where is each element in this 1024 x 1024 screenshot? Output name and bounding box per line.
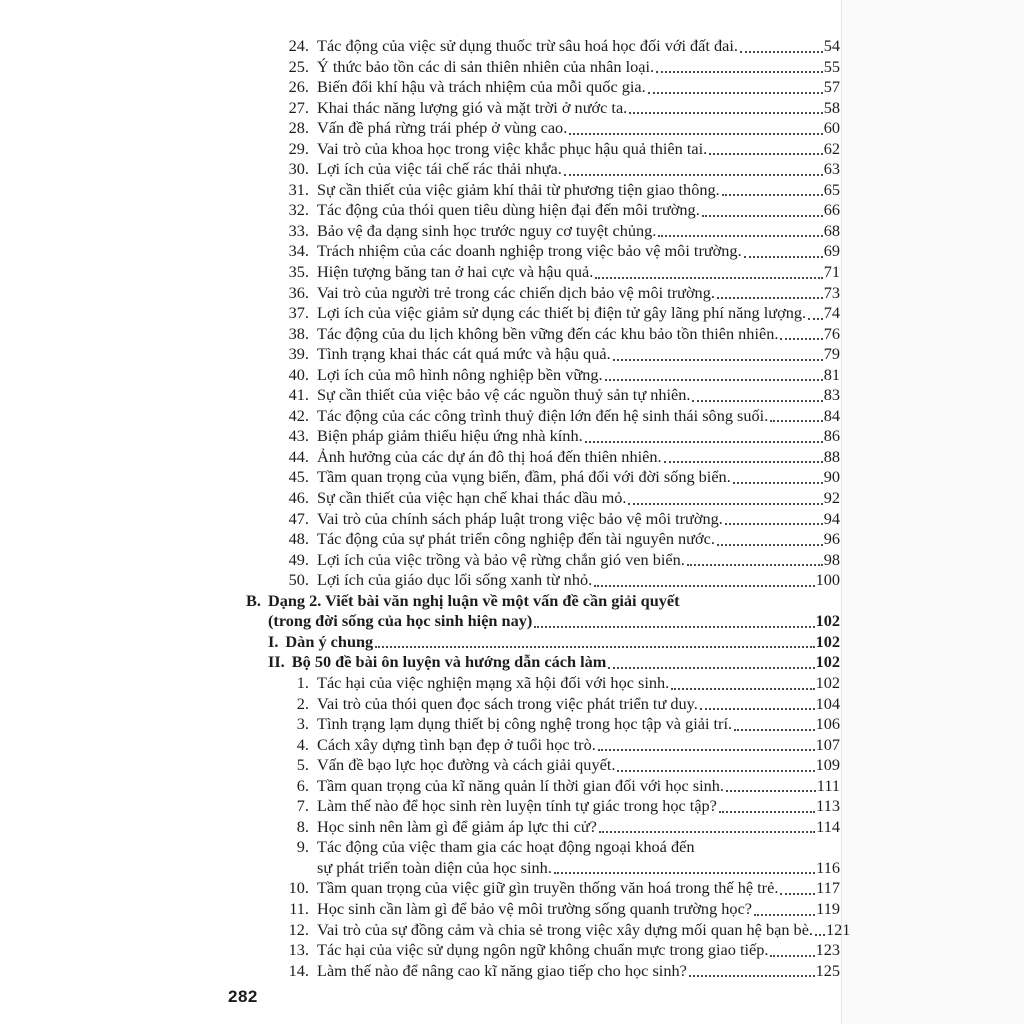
toc-entry-page: 119 [816, 898, 840, 918]
toc-entry [0, 98, 840, 119]
toc-entry-page: 106 [815, 714, 840, 734]
toc-entry-title: Tầm quan trọng của kĩ năng quản lí thời gian đối với học sinh. [317, 775, 724, 795]
dot-leader [719, 811, 815, 813]
toc-entry-page: 69 [823, 241, 840, 261]
toc-entry-number: 47. [288, 508, 309, 528]
dot-leader [722, 194, 823, 196]
toc-entry [0, 180, 840, 201]
toc-entry-title: Sự cần thiết của việc bảo vệ các nguồn thuỷ sản tự nhiên. [317, 385, 691, 405]
toc-entry-title: Ý thức bảo tồn các di sản thiên nhiên của nhân loại. [317, 56, 655, 76]
dot-leader [629, 112, 822, 114]
toc-entry-page: 90 [823, 467, 840, 487]
toc-entry [0, 139, 840, 160]
toc-entry-number: 4. [296, 734, 309, 754]
toc-entry-number: 25. [288, 56, 309, 76]
toc-entry-title: sự phát triển toàn diện của học sinh. [317, 857, 552, 877]
toc-entry-number: 39. [288, 344, 309, 364]
toc-entry-page: 76 [823, 323, 840, 343]
toc-entry [0, 858, 840, 879]
toc-entry [0, 467, 840, 488]
toc-entry-number: 45. [288, 467, 309, 487]
toc-entry-number: 7. [296, 796, 309, 816]
toc-entry-number: 32. [288, 200, 309, 220]
toc-entry-title: Lợi ích của việc giảm sử dụng các thiết bị điện tử gây lãng phí năng lượng. [317, 303, 807, 323]
toc-entry-number: 34. [288, 241, 309, 261]
toc-entry-page: 94 [823, 508, 840, 528]
toc-entry-title: Học sinh nên làm gì để giảm áp lực thi cử? [317, 816, 597, 836]
toc-entry-number: 37. [288, 303, 309, 323]
toc-entry-title: Tác hại của việc nghiện mạng xã hội đối với học sinh. [317, 672, 670, 692]
toc-entry-number: 38. [288, 323, 309, 343]
dot-leader [689, 975, 815, 977]
toc-entry-title: Ảnh hưởng của các dự án đô thị hoá đến thiên nhiên. [317, 446, 662, 466]
toc-entry-title: Làm thế nào để học sinh rèn luyện tính tự giác trong học tập? [317, 796, 717, 816]
toc-entry-title: Tác động của việc tham gia các hoạt động ngoại khoá đến [317, 837, 695, 857]
toc-entry-page: 96 [823, 529, 840, 549]
table-of-contents [0, 36, 851, 981]
dot-leader [734, 729, 815, 731]
toc-entry-title: Bảo vệ đa dạng sinh học trước nguy cơ tuyệt chủng. [317, 220, 657, 240]
toc-entry [0, 611, 840, 632]
dot-leader [815, 934, 825, 936]
toc-entry-title: Học sinh cần làm gì để bảo vệ môi trường sống quanh trường học? [317, 898, 753, 918]
toc-entry-page: 68 [823, 220, 840, 240]
toc-entry-page: 102 [815, 652, 840, 672]
toc-entry-page: 123 [815, 940, 840, 960]
dot-leader [564, 174, 823, 176]
toc-section-prefix: I. [268, 631, 279, 651]
toc-entry-title: Trách nhiệm của các doanh nghiệp trong việc bảo vệ môi trường. [317, 241, 742, 261]
toc-entry-number: 44. [288, 446, 309, 466]
toc-entry-page: 60 [823, 118, 840, 138]
toc-entry [0, 200, 840, 221]
toc-entry [0, 776, 840, 797]
dot-leader [702, 215, 823, 217]
toc-entry [0, 694, 840, 715]
toc-entry-number: 50. [288, 570, 309, 590]
page-number: 282 [228, 987, 258, 1006]
dot-leader [726, 790, 816, 792]
toc-entry-number: 1. [296, 672, 309, 692]
toc-entry-number: 13. [288, 940, 309, 960]
toc-entry-number: 12. [288, 919, 309, 939]
toc-entry [0, 570, 840, 591]
toc-entry-number: 36. [288, 282, 309, 302]
toc-entry-title: Tình trạng lạm dụng thiết bị công nghệ trong học tập và giải trí. [317, 714, 733, 734]
toc-entry-number: 24. [288, 36, 309, 55]
toc-entry [0, 365, 840, 386]
dot-leader [595, 277, 822, 279]
toc-entry-page: 102 [815, 672, 840, 692]
toc-entry-number: 33. [288, 220, 309, 240]
toc-entry [0, 652, 840, 673]
toc-entry-number: 29. [288, 138, 309, 158]
toc-entry-page: 102 [815, 611, 840, 631]
toc-entry-title: Làm thế nào để nâng cao kĩ năng giao tiếp cho học sinh? [317, 960, 687, 980]
toc-entry-page: 121 [826, 919, 851, 939]
dot-leader [608, 667, 814, 669]
toc-entry [0, 899, 840, 920]
toc-entry-number: 35. [288, 262, 309, 282]
dot-leader [594, 585, 814, 587]
toc-entry-number: 14. [288, 960, 309, 980]
toc-entry [0, 77, 840, 98]
dot-leader [599, 831, 815, 833]
toc-entry-title: Vai trò của thói quen đọc sách trong việc phát triển tư duy. [317, 693, 698, 713]
toc-entry-title: Tình trạng khai thác cát quá mức và hậu quả. [317, 344, 611, 364]
toc-entry [0, 159, 840, 180]
toc-entry-number: 46. [288, 488, 309, 508]
toc-entry-title: Vai trò của khoa học trong việc khắc phục hậu quả thiên tai. [317, 138, 708, 158]
toc-entry [0, 283, 840, 304]
dot-leader [569, 133, 822, 135]
dot-leader [770, 955, 814, 957]
toc-entry-page: 71 [823, 262, 840, 282]
toc-entry [0, 714, 840, 735]
toc-entry-title: Dàn ý chung [285, 631, 374, 651]
dot-leader [733, 482, 823, 484]
toc-entry-page: 74 [823, 303, 840, 323]
dot-leader [744, 256, 823, 258]
dot-leader [554, 872, 815, 874]
dot-leader [700, 708, 815, 710]
toc-entry-title: Lợi ích của mô hình nông nghiệp bền vững. [317, 364, 603, 384]
toc-entry-title: Biện pháp giảm thiểu hiệu ứng nhà kính. [317, 426, 583, 446]
toc-entry [0, 385, 840, 406]
toc-entry-page: 117 [816, 878, 840, 898]
toc-entry [0, 632, 840, 653]
toc-entry-title: Vai trò của người trẻ trong các chiến dịch bảo vệ môi trường. [317, 282, 715, 302]
toc-entry [0, 550, 840, 571]
toc-entry-title: Tác động của du lịch không bền vững đến các khu bảo tồn thiên nhiên. [317, 323, 779, 343]
toc-entry-page: 65 [823, 179, 840, 199]
toc-entry-page: 58 [823, 97, 840, 117]
toc-entry [0, 529, 840, 550]
dot-leader [658, 235, 822, 237]
toc-entry-title: Khai thác năng lượng gió và mặt trời ở nước ta. [317, 97, 628, 117]
toc-entry [0, 878, 840, 899]
toc-entry-title: Tác động của sự phát triển công nghiệp đến tài nguyên nước. [317, 529, 715, 549]
toc-entry [0, 426, 840, 447]
toc-entry-page: 66 [823, 200, 840, 220]
toc-entry [0, 796, 840, 817]
toc-entry [0, 940, 840, 961]
toc-entry-number: 27. [288, 97, 309, 117]
dot-leader [754, 914, 815, 916]
dot-leader [780, 893, 815, 895]
toc-entry-number: 30. [288, 159, 309, 179]
toc-entry-page: 86 [823, 426, 840, 446]
toc-entry-title: Tác hại của việc sử dụng ngôn ngữ không chuẩn mực trong giao tiếp. [317, 940, 769, 960]
toc-entry-title: Tầm quan trọng của việc giữ gìn truyền thống văn hoá trong thế hệ trẻ. [317, 878, 779, 898]
toc-entry-title: Sự cần thiết của việc giảm khí thải từ phương tiện giao thông. [317, 179, 720, 199]
toc-entry-number: 10. [288, 878, 309, 898]
toc-entry-page: 116 [816, 857, 840, 877]
toc-entry [0, 262, 840, 283]
toc-entry-title: Sự cần thiết của việc hạn chế khai thác dầu mỏ. [317, 488, 627, 508]
dot-leader [740, 51, 823, 53]
toc-entry [0, 961, 840, 982]
toc-entry [0, 57, 840, 78]
dot-leader [648, 92, 823, 94]
dot-leader [628, 503, 822, 505]
toc-entry [0, 509, 840, 530]
toc-entry-page: 83 [823, 385, 840, 405]
dot-leader [605, 379, 823, 381]
toc-entry-title: Lợi ích của giáo dục lối sống xanh từ nhỏ. [317, 570, 593, 590]
toc-entry-title: Bộ 50 đề bài ôn luyện và hướng dẫn cách làm [291, 652, 607, 672]
dot-leader [717, 297, 823, 299]
toc-entry [0, 591, 840, 612]
dot-leader [709, 153, 823, 155]
toc-entry-title: Tác động của việc sử dụng thuốc trừ sâu hoá học đối với đất đai. [317, 36, 738, 55]
toc-entry [0, 488, 840, 509]
toc-entry-number: 6. [296, 775, 309, 795]
toc-entry-page: 88 [823, 446, 840, 466]
dot-leader [770, 420, 822, 422]
toc-entry-title: Lợi ích của việc trồng và bảo vệ rừng chắn gió ven biển. [317, 549, 685, 569]
toc-entry-title: (trong đời sống của học sinh hiện nay) [268, 611, 533, 631]
toc-entry-number: 26. [288, 77, 309, 97]
toc-entry [0, 406, 840, 427]
toc-entry [0, 735, 840, 756]
toc-entry [0, 324, 840, 345]
toc-entry-number: 31. [288, 179, 309, 199]
dot-leader [585, 441, 823, 443]
toc-section-prefix: B. [246, 590, 261, 610]
toc-entry-title: Vấn đề phá rừng trái phép ở vùng cao. [317, 118, 568, 138]
dot-leader [664, 461, 823, 463]
toc-entry-title: Hiện tượng băng tan ở hai cực và hậu quả. [317, 262, 594, 282]
dot-leader [780, 338, 822, 340]
toc-entry-number: 42. [288, 405, 309, 425]
toc-entry [0, 447, 840, 468]
dot-leader [808, 318, 823, 320]
dot-leader [375, 646, 814, 648]
toc-entry-title: Tác động của các công trình thuỷ điện lớn đến hệ sinh thái sông suối. [317, 405, 769, 425]
dot-leader [725, 523, 823, 525]
dot-leader [598, 749, 815, 751]
toc-entry-title: Cách xây dựng tình bạn đẹp ở tuổi học trò. [317, 734, 596, 754]
toc-entry-number: 49. [288, 549, 309, 569]
toc-entry-title: Vai trò của sự đồng cảm và chia sẻ trong việc xây dựng mối quan hệ bạn bè. [317, 919, 813, 939]
toc-entry-page: 92 [823, 488, 840, 508]
toc-entry-page: 109 [815, 755, 840, 775]
dot-leader [717, 544, 823, 546]
toc-entry-number: 3. [296, 714, 309, 734]
toc-entry-number: 8. [296, 816, 309, 836]
toc-entry-page: 54 [823, 36, 840, 55]
toc-entry-number: 9. [296, 837, 309, 857]
toc-entry-title: Vai trò của chính sách pháp luật trong việc bảo vệ môi trường. [317, 508, 723, 528]
toc-entry [0, 221, 840, 242]
toc-entry-page: 111 [816, 775, 840, 795]
toc-entry [0, 36, 840, 57]
toc-entry [0, 673, 840, 694]
toc-entry-number: 28. [288, 118, 309, 138]
toc-entry-page: 125 [815, 960, 840, 980]
toc-section-prefix: II. [268, 652, 285, 672]
toc-entry-title: Dạng 2. Viết bài văn nghị luận về một vấn đề cần giải quyết [267, 590, 680, 610]
toc-entry-page: 57 [823, 77, 840, 97]
dot-leader [687, 564, 823, 566]
toc-entry-title: Tác động của thói quen tiêu dùng hiện đại đến môi trường. [317, 200, 700, 220]
dot-leader [692, 400, 822, 402]
toc-entry-page: 104 [815, 693, 840, 713]
toc-entry [0, 241, 840, 262]
toc-entry-page: 79 [823, 344, 840, 364]
toc-entry [0, 303, 840, 324]
toc-entry-page: 62 [823, 138, 840, 158]
toc-entry-page: 73 [823, 282, 840, 302]
toc-entry-number: 11. [289, 898, 309, 918]
dot-leader [534, 626, 814, 628]
toc-entry-number: 48. [288, 529, 309, 549]
toc-entry [0, 817, 840, 838]
toc-entry-page: 113 [816, 796, 840, 816]
toc-entry-number: 41. [288, 385, 309, 405]
toc-entry-page: 98 [823, 549, 840, 569]
toc-entry [0, 919, 851, 941]
toc-entry-number: 40. [288, 364, 309, 384]
toc-entry-page: 84 [823, 405, 840, 425]
toc-entry-number: 5. [296, 755, 309, 775]
dot-leader [617, 770, 814, 772]
toc-entry-title: Biến đổi khí hậu và trách nhiệm của mỗi quốc gia. [317, 77, 646, 97]
toc-entry [0, 344, 840, 365]
toc-entry [0, 118, 840, 139]
toc-entry [0, 837, 840, 858]
toc-entry-number: 2. [296, 693, 309, 713]
toc-entry-number: 43. [288, 426, 309, 446]
toc-entry-page: 55 [823, 56, 840, 76]
dot-leader [613, 359, 823, 361]
dot-leader [671, 688, 814, 690]
toc-entry-page: 81 [823, 364, 840, 384]
toc-entry-title: Lợi ích của việc tái chế rác thải nhựa. [317, 159, 562, 179]
toc-entry-page: 114 [816, 816, 840, 836]
toc-entry-title: Tầm quan trọng của vụng biển, đầm, phá đối với đời sống biển. [317, 467, 731, 487]
dot-leader [656, 71, 823, 73]
toc-entry-page: 107 [815, 734, 840, 754]
toc-entry-page: 63 [823, 159, 840, 179]
toc-entry-title: Vấn đề bạo lực học đường và cách giải quyết. [317, 755, 616, 775]
toc-entry [0, 755, 840, 776]
toc-entry-page: 102 [815, 631, 840, 651]
toc-entry-page: 100 [815, 570, 840, 590]
